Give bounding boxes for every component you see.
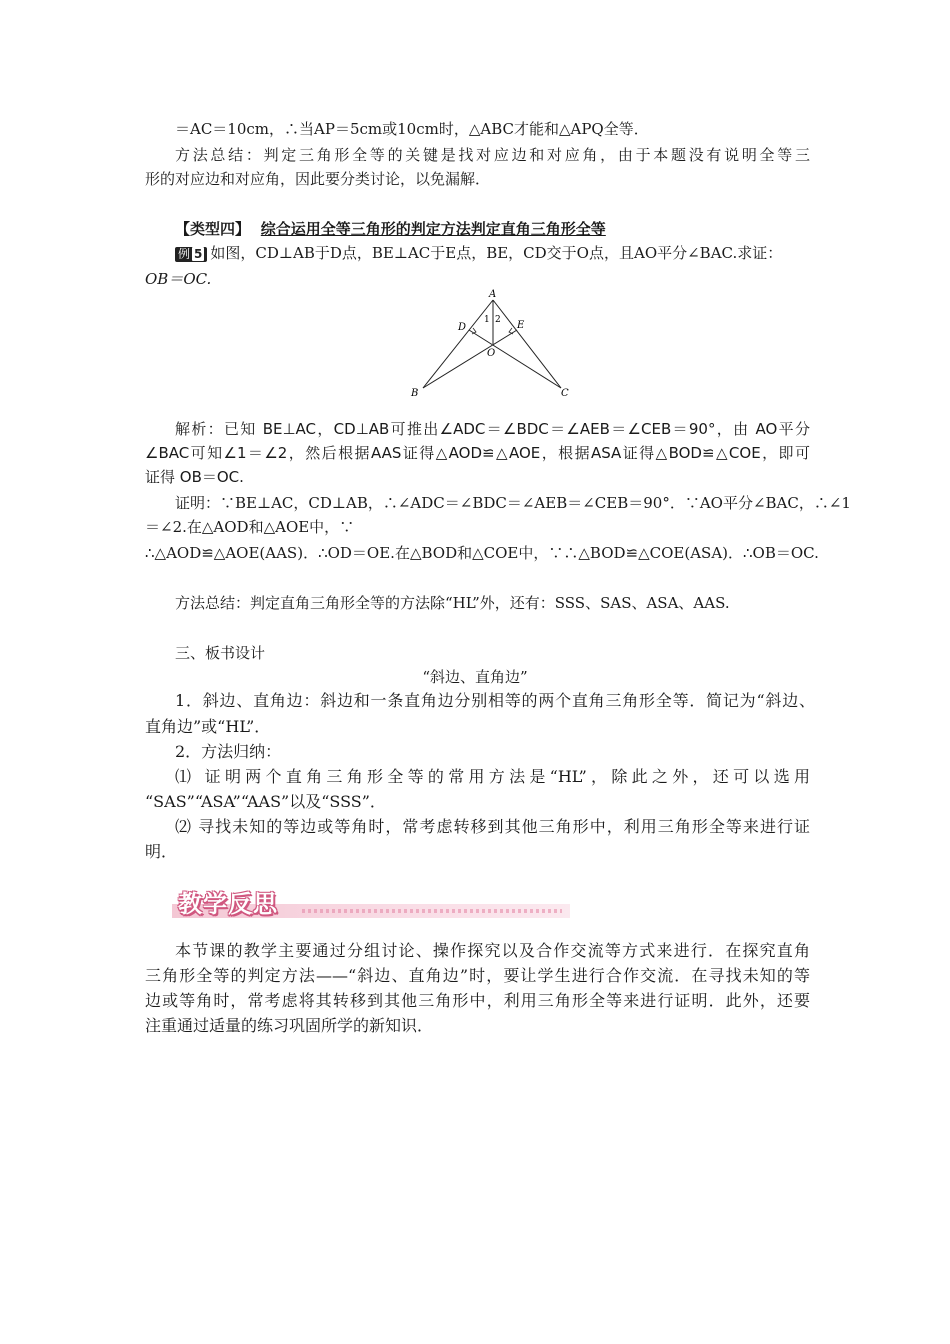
example-5-line (175, 242, 840, 264)
label-angle-2: 2 (495, 315, 501, 325)
segment-cd (469, 330, 561, 388)
board-item-4-cont: 明． (145, 842, 178, 861)
board-item-3: ⑴ 证明两个直角三角形全等的常用方法是“HL”，除此之外，还可以选用 (175, 767, 810, 786)
right-angle-d (472, 328, 476, 334)
reflection-line-2: 三角形全等的判定方法——“斜边、直角边”时，要让学生进行合作交流．在寻找未知的等 (145, 966, 810, 985)
label-e: E (517, 320, 525, 331)
board-item-2: 2．方法归纳： (175, 742, 282, 761)
example-badge: 例 5 (175, 247, 207, 262)
triangle-figure (405, 286, 585, 402)
proof-line-1: 证明：∵BE⊥AC，CD⊥AB，∴∠ADC＝∠BDC＝∠AEB＝∠CEB＝90°．∵AO平分∠BAC，∴∠1 (175, 494, 851, 512)
segment-be (423, 330, 517, 388)
reflection-line-4: 注重通过适量的练习巩固所学的新知识． (145, 1016, 434, 1035)
side-ab (423, 300, 496, 388)
label-b: B (411, 388, 419, 399)
analysis-line-1: 解析：已知 BE⊥AC，CD⊥AB可推出∠ADC＝∠BDC＝∠AEB＝∠CEB＝90°，由 AO平分 (175, 420, 810, 438)
label-a: A (489, 289, 497, 300)
teaching-reflection-banner (172, 882, 572, 922)
analysis-line-3: 证得 OB＝OC. (145, 468, 244, 486)
side-ac (493, 300, 561, 388)
board-title: “斜边、直角边” (422, 668, 528, 686)
banner-title: 教学反思 (178, 890, 278, 918)
method-summary-2: 方法总结：判定直角三角形全等的方法除“HL”外，还有：SSS、SAS、ASA、AAS. (175, 594, 730, 612)
analysis-line-2: ∠BAC可知∠1＝∠2，然后根据AAS证得△AOD≌△AOE，根据ASA证得△BOD≌△COE，即可 (145, 444, 810, 462)
board-item-1-cont: 直角边”或“HL”． (145, 717, 271, 736)
board-item-4: ⑵ 寻找未知的等边或等角时，常考虑转移到其他三角形中，利用三角形全等来进行证 (175, 817, 810, 836)
method-summary-1: 方法总结：判定三角形全等的关键是找对应边和对应角，由于本题没有说明全等三 (175, 146, 810, 164)
text-line: ＝AC＝10cm，∴当AP＝5cm或10cm时，△ABC才能和△APQ全等． (175, 120, 649, 138)
banner-dots (302, 909, 562, 913)
method-summary-1-cont: 形的对应边和对应角，因此要分类讨论，以免漏解． (145, 170, 491, 188)
reflection-line-1: 本节课的教学主要通过分组讨论、操作探究以及合作交流等方式来进行．在探究直角 (175, 941, 810, 960)
label-d: D (458, 322, 467, 333)
proof-line-3: ∴△AOD≌△AOE(AAS)．∴OD＝OE.在△BOD和△COE中，∵∴△BOD≌△COE(ASA)．∴OB＝OC. (145, 544, 819, 562)
label-o: O (487, 348, 496, 359)
board-item-3-cont: “SAS”“ASA”“AAS”以及“SSS”． (145, 792, 386, 811)
example-5-text: 如图，CD⊥AB于D点，BE⊥AC于E点，BE，CD交于O点，且AO平分∠BAC.求证： (210, 244, 783, 262)
board-item-1: 1．斜边、直角边：斜边和一条直角边分别相等的两个直角三角形全等．简记为“斜边、 (175, 691, 815, 710)
type4-tag: 【类型四】 (175, 220, 251, 238)
label-angle-1: 1 (484, 315, 490, 325)
proof-line-2: ＝∠2.在△AOD和△AOE中，∵ (145, 518, 355, 536)
label-c: C (561, 388, 569, 399)
section-board-design: 三、板书设计 (175, 644, 266, 662)
type4-title: 综合运用全等三角形的判定方法判定直角三角形全等 (260, 220, 606, 238)
reflection-line-3: 边或等角时，常考虑将其转移到其他三角形中，利用三角形全等来进行证明．此外，还要 (145, 991, 810, 1010)
example-5-text-cont: OB＝OC. (145, 270, 212, 288)
type4-heading (175, 218, 840, 240)
